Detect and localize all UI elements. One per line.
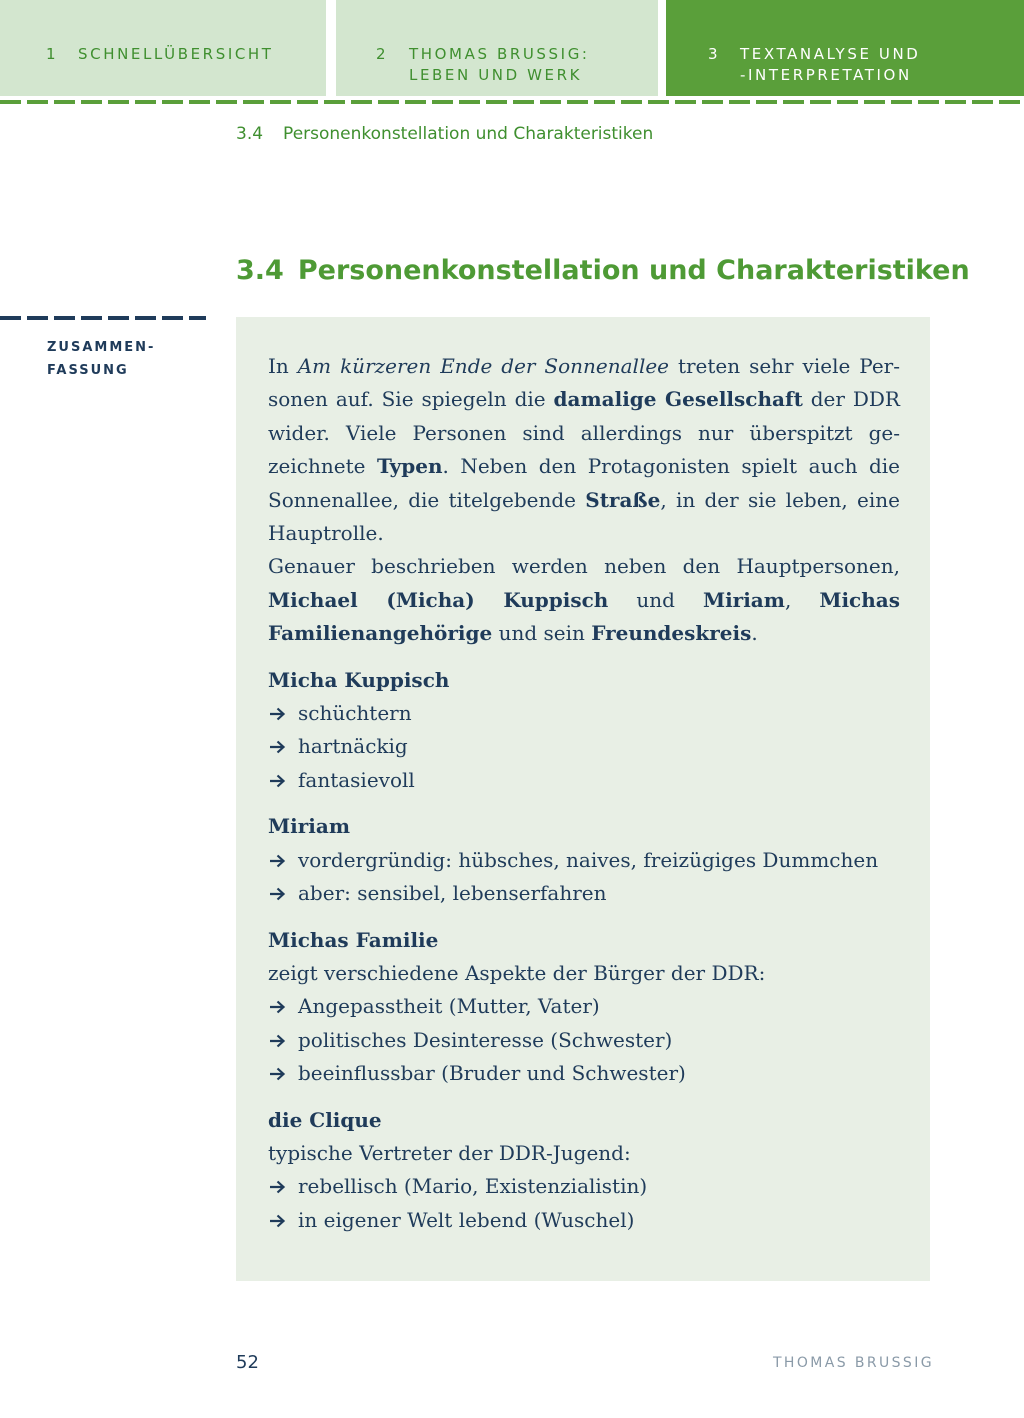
list-item: beeinflussbar (Bruder und Schwester) [268, 1057, 900, 1090]
summary-intro: In Am kürzeren Ende der Sonnenallee treten sehr viele Personen auf. Sie spiegeln die damalige Gesellschaft der DDR wider. Viele Personen sind allerdings nur überspitzt gezeichnete Typen. Neben den Protagonisten spielt auch die Sonnenallee, die titelgebende Straße, in der sie leben, eine Hauptrolle. Genauer beschrieben werden neben den Hauptpersonen, Michael (Micha) Kuppisch und Miriam, Michas Familienangehörige und sein Freundeskreis. [268, 354, 900, 646]
tab-schnelluebersicht[interactable] [0, 0, 326, 96]
tab-label: TEXTANALYSE UND -INTERPRETATION [740, 45, 921, 84]
section-title [236, 255, 970, 286]
list-item: schüchtern [268, 697, 900, 730]
list-item: Angepasstheit (Mutter, Vater) [268, 990, 900, 1023]
arrow-right-icon [268, 887, 286, 901]
page-number: 52 [236, 1352, 259, 1373]
group-title: Michas Familie [268, 927, 439, 952]
group-clique [268, 1104, 900, 1238]
list-item: aber: sensibel, lebenserfahren [268, 877, 900, 910]
running-head-title: Personenkonstellation und Charakteristiken [283, 124, 654, 144]
group-subtitle: typische Vertreter der DDR-Jugend: [268, 1140, 631, 1165]
group-title: Micha Kuppisch [268, 667, 450, 692]
sidebar-dashed-divider [0, 316, 206, 320]
arrow-right-icon [268, 707, 286, 721]
arrow-right-icon [268, 1034, 286, 1048]
arrow-right-icon [268, 854, 286, 868]
trait-list [268, 990, 900, 1090]
group-miriam [268, 810, 900, 910]
list-item: rebellisch (Mario, Existenzialistin) [268, 1170, 900, 1203]
section-title-text: Personenkonstellation und Charakteristiken [297, 255, 970, 286]
list-item: in eigener Welt lebend (Wuschel) [268, 1204, 900, 1237]
group-micha [268, 664, 900, 798]
trait-list [268, 844, 900, 911]
running-head-number: 3.4 [236, 124, 264, 144]
list-item: vordergründig: hübsches, naives, freizügiges Dummchen [268, 844, 900, 877]
trait-list [268, 697, 900, 797]
trait-list [268, 1170, 900, 1237]
arrow-right-icon [268, 740, 286, 754]
footer-author: THOMAS BRUSSIG [772, 1355, 934, 1371]
list-item: hartnäckig [268, 730, 900, 763]
tab-textanalyse-active[interactable] [666, 0, 1024, 96]
tab-number: 2 [376, 45, 389, 63]
arrow-right-icon [268, 1000, 286, 1014]
group-title: Miriam [268, 814, 350, 839]
sidebar-label: ZUSAMMEN- FASSUNG [47, 340, 156, 378]
group-familie [268, 924, 900, 1091]
tab-number: 3 [708, 45, 721, 63]
running-head [236, 124, 653, 144]
chapter-tabs [0, 0, 1024, 96]
arrow-right-icon [268, 774, 286, 788]
arrow-right-icon [268, 1067, 286, 1081]
list-item: politisches Desinteresse (Schwester) [268, 1024, 900, 1057]
list-item: fantasievoll [268, 764, 900, 797]
group-subtitle: zeigt verschiedene Aspekte der Bürger der DDR: [268, 960, 766, 985]
tab-leben-und-werk[interactable] [336, 0, 658, 96]
summary-box [236, 317, 930, 1281]
section-number: 3.4 [236, 255, 284, 286]
tab-label: THOMAS BRUSSIG: LEBEN UND WERK [409, 45, 590, 84]
arrow-right-icon [268, 1180, 286, 1194]
group-title: die Clique [268, 1107, 382, 1132]
arrow-right-icon [268, 1214, 286, 1228]
tab-number: 1 [46, 45, 59, 63]
header-dashed-divider [0, 100, 1024, 104]
tab-label: SCHNELLÜBERSICHT [78, 45, 274, 63]
